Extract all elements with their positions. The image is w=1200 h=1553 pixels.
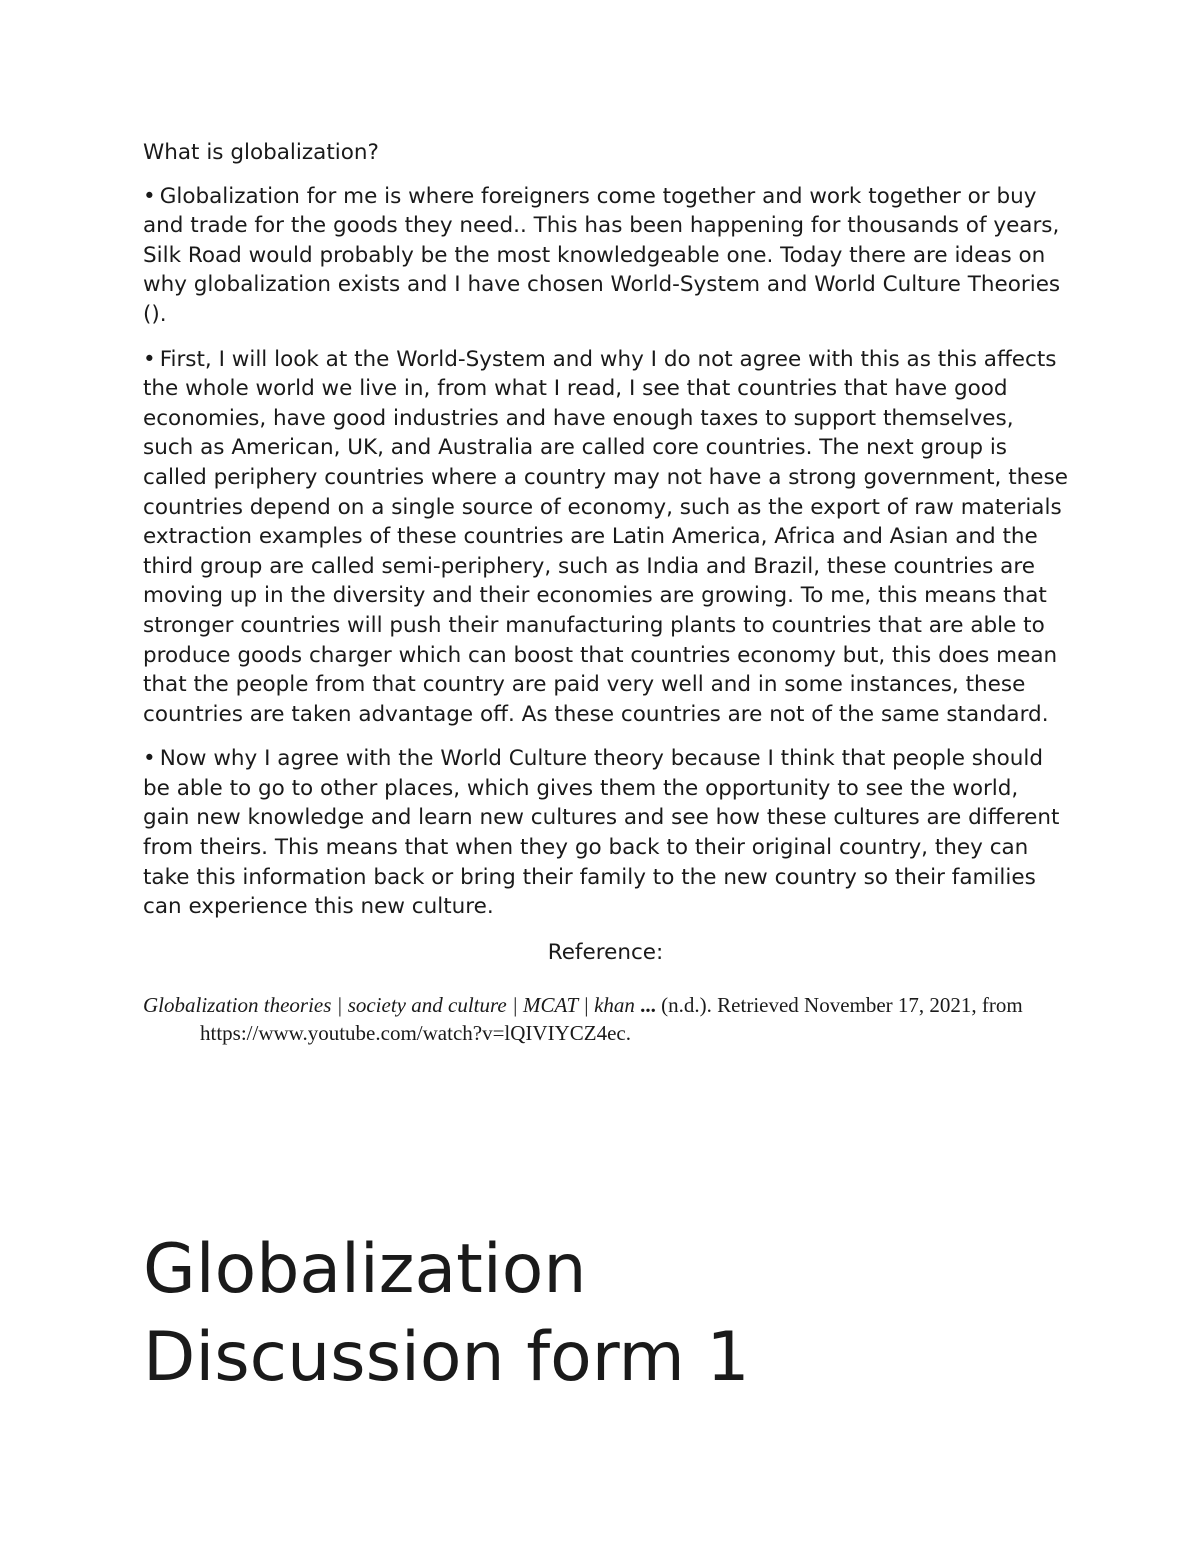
document-title-line1: Globalization — [143, 1230, 587, 1309]
citation-ellipsis: ... — [640, 993, 656, 1018]
bullet-icon: • — [143, 346, 156, 372]
bullet-icon: • — [143, 746, 156, 772]
document-title — [143, 1226, 1143, 1402]
citation-details: (n.d.). Retrieved November 17, 2021, from https://www.youtube.com/watch?v=lQIVIYCZ4ec. — [200, 993, 1023, 1046]
bullet-icon: • — [143, 183, 156, 209]
paragraph-text: Now why I agree with the World Culture theory because I think that people should be able to go to other places, which gives them the opportunity to see the world, gain new knowledge and learn new cultures and see how these cultures are different from theirs. This means that when they go back to their original country, they can take this information back or bring their family to the new country so their families can experience this new culture. — [143, 746, 1060, 920]
paragraph-world-culture — [143, 744, 1068, 922]
citation-title: Globalization theories | society and culture | MCAT | khan — [143, 993, 641, 1018]
reference-heading: Reference: — [547, 939, 664, 965]
document-body — [143, 138, 1068, 1047]
question-heading: What is globalization? — [143, 140, 379, 165]
paragraph-text: Globalization for me is where foreigners come together and work together or buy and trade for the goods they need.. This has been happening for thousands of years, Silk Road would probably be the most knowledgeable one. Today there are ideas on why globalization exists and I have chosen World-System and World Culture Theories (). — [143, 183, 1061, 327]
document-title-line2: Discussion form 1 — [143, 1318, 750, 1397]
paragraph-globalization-definition — [143, 182, 1068, 330]
reference-citation — [143, 991, 1068, 1047]
paragraph-world-system — [143, 345, 1068, 730]
paragraph-text: First, I will look at the World-System and why I do not agree with this as this affects the whole world we live in, from what I read, I see that countries that have good economies, have good industries and have enough taxes to support themselves, such as American, UK, and Australia are called core countries. The next group is called periphery countries where a country may not have a strong government, these countries depend on a single source of economy, such as the export of raw materials extraction examples of these countries are Latin America, Africa and Asian and the third group are called semi-periphery, such as India and Brazil, these countries are moving up in the diversity and their economies are growing. To me, this means that stronger countries will push their manufacturing plants to countries that are able to produce goods charger which can boost that countries economy but, this does mean that the people from that country are paid very well and in some instances, these countries are taken advantage off. As these countries are not of the same standard. — [143, 346, 1068, 727]
